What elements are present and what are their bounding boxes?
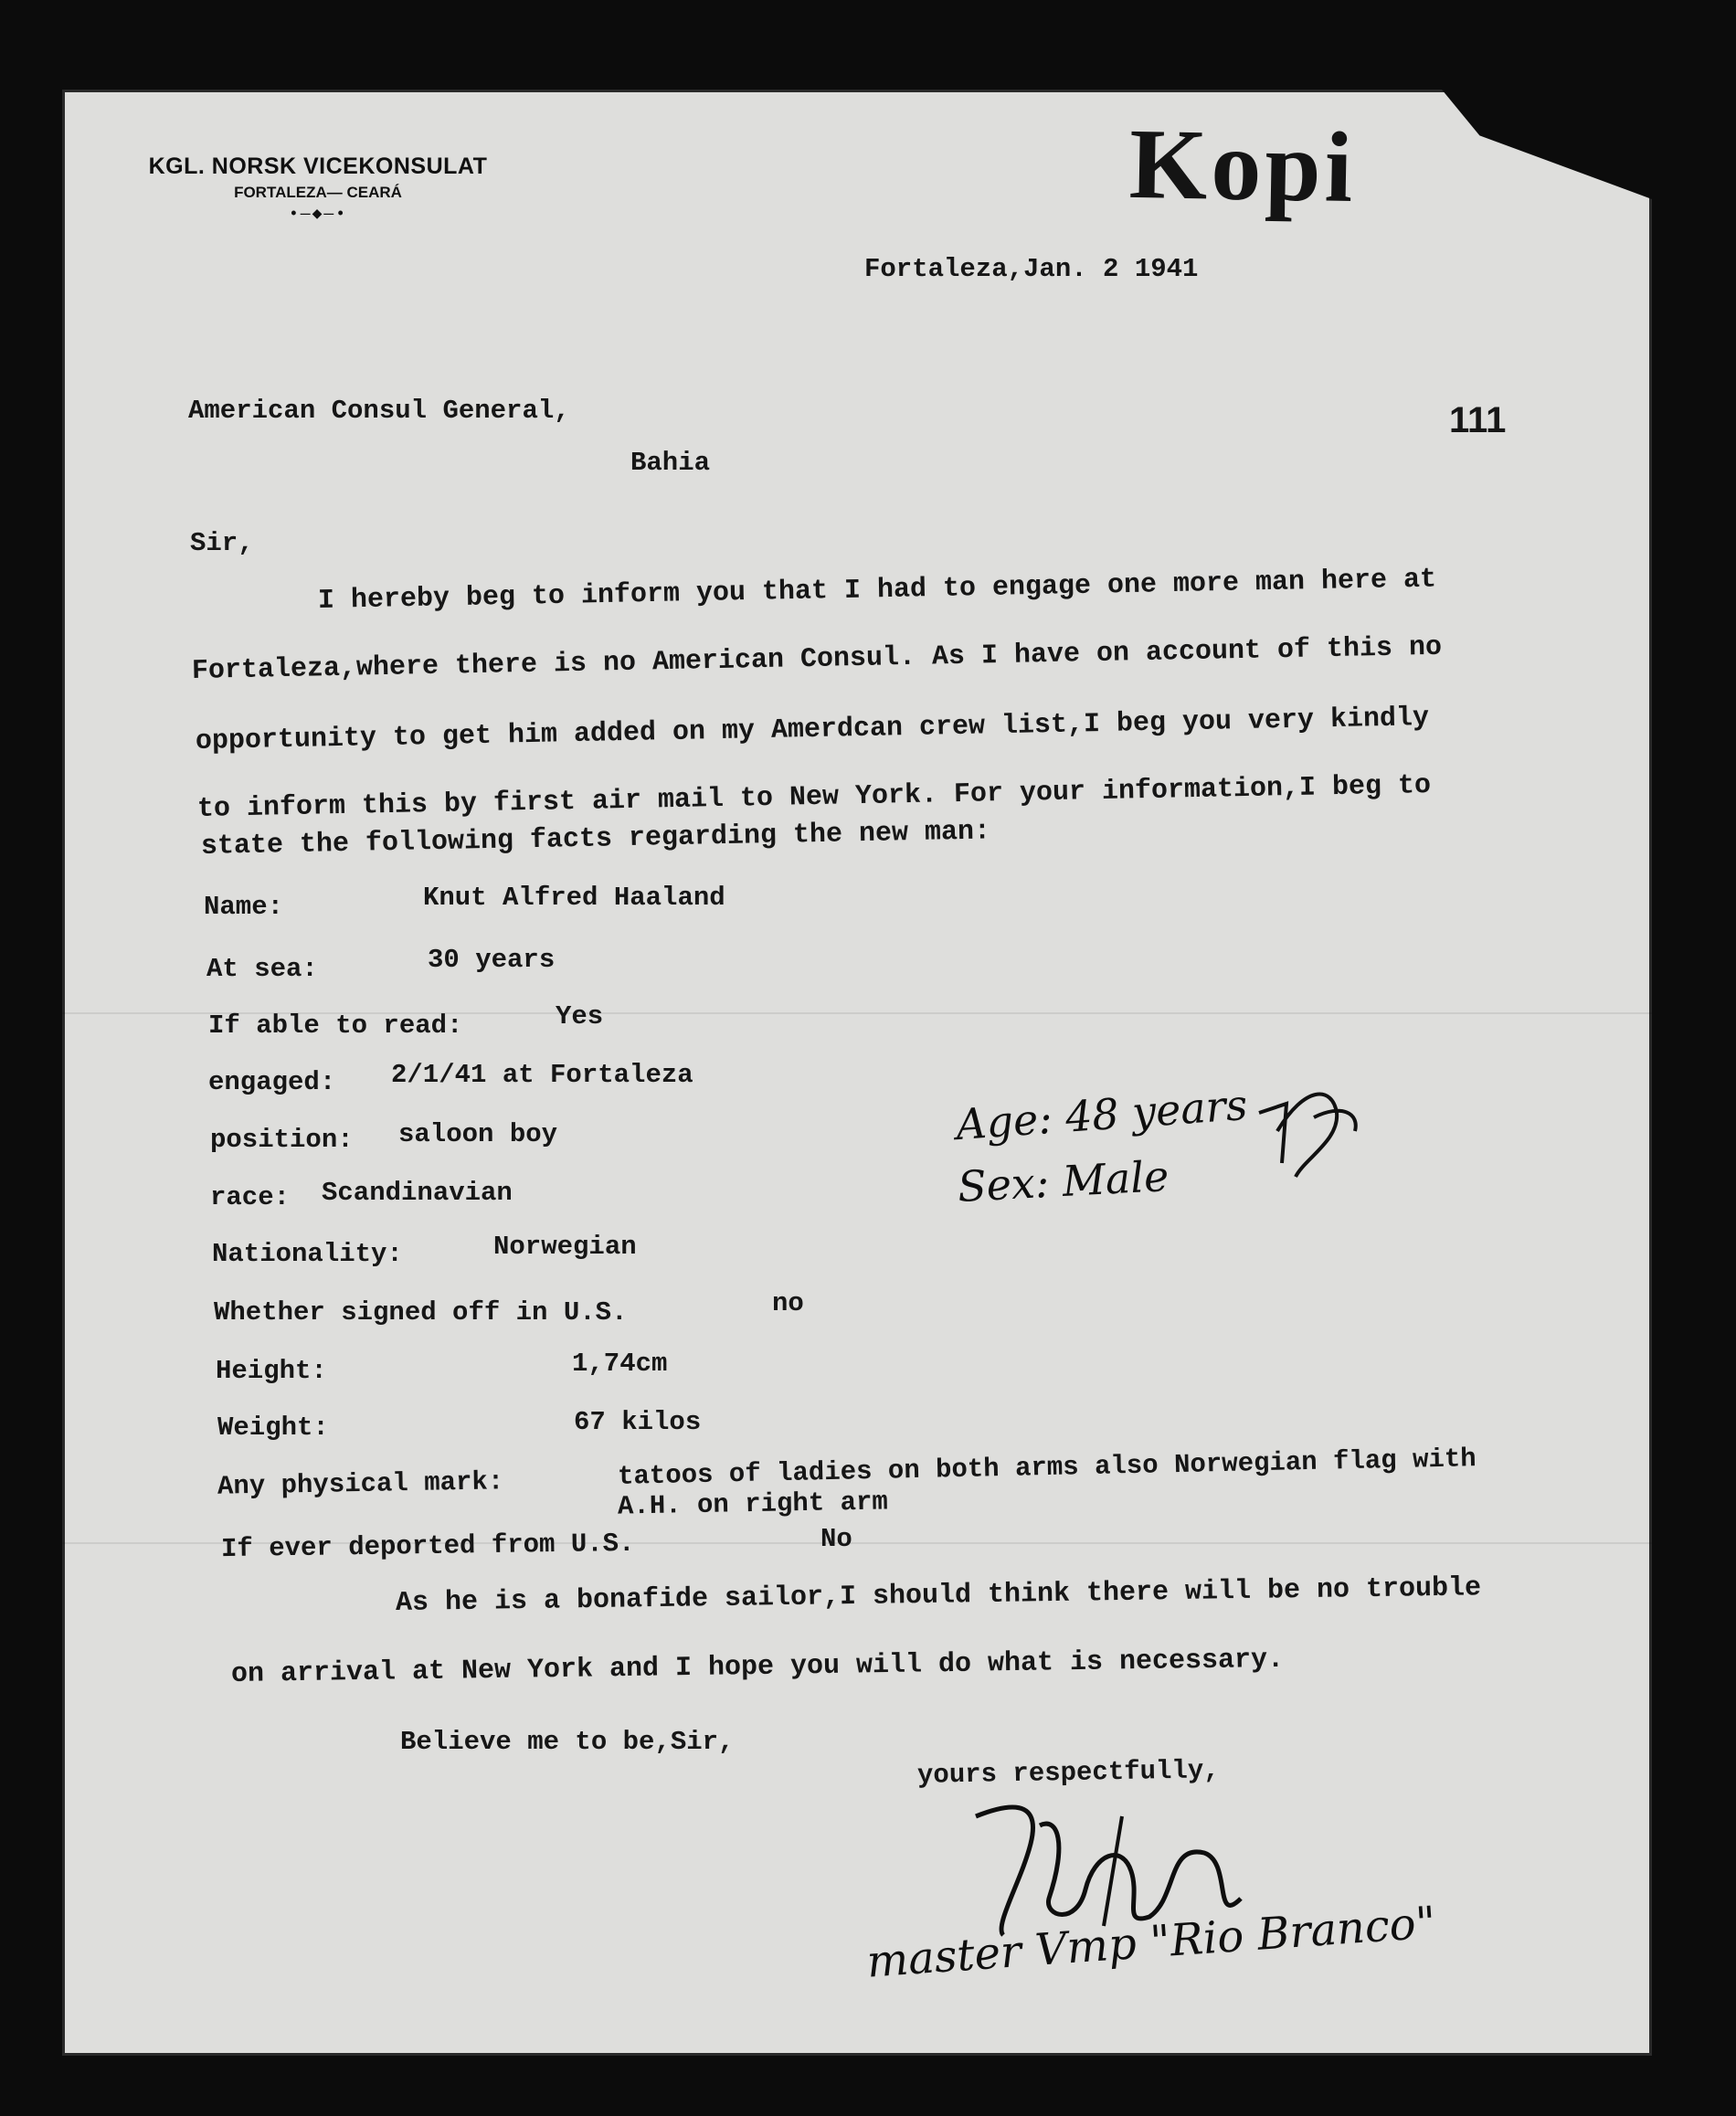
field-label: Name: — [204, 892, 284, 922]
field-value: 30 years — [428, 945, 556, 975]
letterhead-name: KGL. NORSK VICEKONSULAT — [148, 153, 488, 179]
body-line: opportunity to get him added on my Amerdcan crew list,I beg you very kindly — [195, 703, 1430, 757]
field-value: Scandinavian — [322, 1178, 513, 1208]
field-label: Height: — [216, 1356, 327, 1386]
field-label: Weight: — [217, 1412, 329, 1443]
handwritten-sex: Sex: Male — [956, 1150, 1170, 1212]
body-line: to inform this by first air mail to New York. For your information,I beg to — [196, 770, 1432, 825]
field-value: Yes — [556, 1001, 604, 1032]
body-line: Fortaleza,where there is no American Consul. As I have on account of this no — [191, 631, 1443, 687]
field-label: position: — [210, 1125, 354, 1155]
document-number: 111 — [1449, 400, 1507, 440]
addressee-line-1: American Consul General, — [188, 396, 570, 426]
field-value: no — [772, 1288, 804, 1318]
field-value: tatoos of ladies on both arms also Norwegian flag with — [617, 1444, 1477, 1492]
handwritten-age: Age: 48 years — [954, 1079, 1249, 1150]
field-label: engaged: — [208, 1067, 336, 1097]
field-value: 2/1/41 at Fortaleza — [391, 1060, 693, 1090]
initials-mark — [1250, 1076, 1378, 1195]
signoff: yours respectfully, — [916, 1755, 1220, 1791]
salutation: Sir, — [190, 528, 254, 558]
field-label: race: — [210, 1182, 291, 1212]
letter-date: Fortaleza,Jan. 2 1941 — [864, 254, 1199, 284]
ornament-icon: •—◆—• — [288, 206, 348, 224]
field-value-continued: A.H. on right arm — [617, 1486, 889, 1522]
field-value: Knut Alfred Haaland — [423, 883, 725, 913]
field-label: If able to read: — [208, 1010, 463, 1041]
letterhead-place: FORTALEZA— CEARÁ — [234, 184, 402, 201]
body-line: state the following facts regarding the new man: — [200, 816, 991, 862]
signature-caption: master Vmp "Rio Branco" — [864, 1897, 1438, 1988]
field-label: At sea: — [206, 954, 318, 984]
field-value: 67 kilos — [574, 1407, 702, 1437]
addressee-line-2: Bahia — [630, 448, 711, 478]
closing-line: on arrival at New York and I hope you will do what is necessary. — [230, 1644, 1285, 1690]
letter-page — [62, 90, 1652, 2056]
believe-line: Believe me to be,Sir, — [400, 1727, 735, 1757]
letterhead — [126, 153, 510, 224]
field-value: saloon boy — [398, 1119, 558, 1149]
body-line: I hereby beg to inform you that I had to engage one more man here at — [317, 564, 1437, 617]
kopi-stamp: Kopi — [1127, 107, 1358, 224]
field-label: Nationality: — [212, 1239, 403, 1269]
field-value: Norwegian — [493, 1232, 637, 1262]
torn-corner — [1442, 90, 1652, 199]
field-label: If ever deported from U.S. — [220, 1528, 635, 1565]
field-value: 1,74cm — [572, 1349, 668, 1379]
field-value: No — [820, 1524, 852, 1554]
closing-line: As he is a bonafide sailor,I should think there will be no trouble — [395, 1572, 1482, 1619]
field-label: Whether signed off in U.S. — [214, 1297, 628, 1328]
field-label: Any physical mark: — [217, 1466, 504, 1502]
